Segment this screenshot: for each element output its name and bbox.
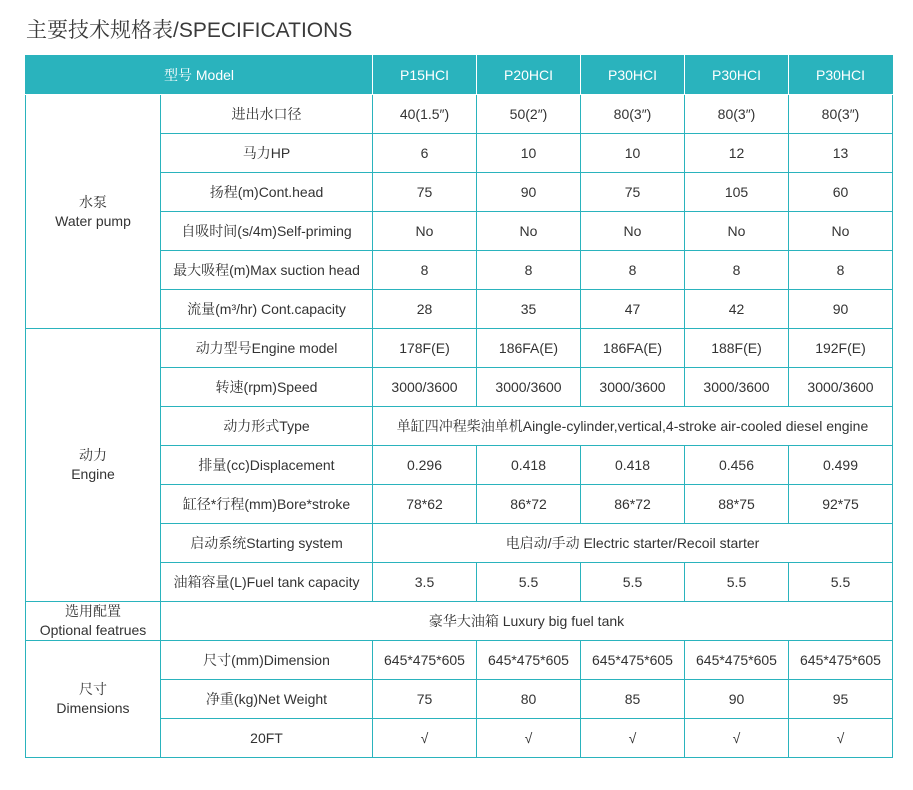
cell: 645*475*605 [789, 641, 893, 680]
cell: 80(3″) [789, 95, 893, 134]
cell: 178F(E) [373, 329, 477, 368]
row-label: 动力形式Type [161, 407, 373, 446]
cell: 35 [477, 290, 581, 329]
table-row [26, 641, 893, 680]
row-label: 尺寸(mm)Dimension [161, 641, 373, 680]
cell: 0.456 [685, 446, 789, 485]
check-mark: √ [789, 719, 893, 758]
page-title: 主要技术规格表/SPECIFICATIONS [26, 19, 353, 42]
cell: 645*475*605 [477, 641, 581, 680]
cell: 8 [581, 251, 685, 290]
row-label: 自吸时间(s/4m)Self-priming [161, 212, 373, 251]
cell: 86*72 [581, 485, 685, 524]
cell: 42 [685, 290, 789, 329]
header-row [26, 56, 893, 95]
cell: 0.499 [789, 446, 893, 485]
cell: 90 [789, 290, 893, 329]
table-row [26, 602, 893, 641]
row-label: 动力型号Engine model [161, 329, 373, 368]
merged-cell: 单缸四冲程柴油单机Aingle-cylinder,vertical,4-stroke air-cooled diesel engine [373, 407, 893, 446]
row-label: 排量(cc)Displacement [161, 446, 373, 485]
row-label: 转速(rpm)Speed [161, 368, 373, 407]
cell: 3000/3600 [685, 368, 789, 407]
check-mark: √ [373, 719, 477, 758]
cell: 3000/3600 [477, 368, 581, 407]
cell: 105 [685, 173, 789, 212]
group-water-pump: 水泵 Water pump [26, 95, 161, 329]
cell: 8 [373, 251, 477, 290]
check-mark: √ [477, 719, 581, 758]
cell: 92*75 [789, 485, 893, 524]
cell: 192F(E) [789, 329, 893, 368]
cell: 645*475*605 [685, 641, 789, 680]
cell: 75 [373, 680, 477, 719]
cell: 12 [685, 134, 789, 173]
model-col-1: P15HCI [373, 56, 477, 95]
cell: 86*72 [477, 485, 581, 524]
row-label: 马力HP [161, 134, 373, 173]
model-header: 型号 Model [26, 56, 373, 95]
cell: 28 [373, 290, 477, 329]
check-mark: √ [581, 719, 685, 758]
merged-cell: 豪华大油箱 Luxury big fuel tank [161, 602, 893, 641]
specifications-table [25, 55, 893, 758]
cell: 90 [685, 680, 789, 719]
cell: No [373, 212, 477, 251]
cell: 75 [373, 173, 477, 212]
row-label: 进出水口径 [161, 95, 373, 134]
group-dimensions: 尺寸 Dimensions [26, 641, 161, 758]
row-label: 油箱容量(L)Fuel tank capacity [161, 563, 373, 602]
cell: 645*475*605 [581, 641, 685, 680]
cell: 10 [581, 134, 685, 173]
cell: 6 [373, 134, 477, 173]
table-row [26, 329, 893, 368]
cell: No [789, 212, 893, 251]
cell: 8 [789, 251, 893, 290]
cell: 60 [789, 173, 893, 212]
cell: 40(1.5″) [373, 95, 477, 134]
cell: No [477, 212, 581, 251]
cell: 3.5 [373, 563, 477, 602]
cell: 8 [477, 251, 581, 290]
cell: 78*62 [373, 485, 477, 524]
cell: 186FA(E) [581, 329, 685, 368]
row-label: 净重(kg)Net Weight [161, 680, 373, 719]
model-col-3: P30HCI [581, 56, 685, 95]
cell: 10 [477, 134, 581, 173]
row-label: 缸径*行程(mm)Bore*stroke [161, 485, 373, 524]
cell: 13 [789, 134, 893, 173]
cell: 8 [685, 251, 789, 290]
cell: 95 [789, 680, 893, 719]
cell: 0.296 [373, 446, 477, 485]
cell: 188F(E) [685, 329, 789, 368]
model-col-5: P30HCI [789, 56, 893, 95]
table-row [26, 95, 893, 134]
cell: No [685, 212, 789, 251]
cell: 80(3″) [581, 95, 685, 134]
cell: 80(3″) [685, 95, 789, 134]
cell: 80 [477, 680, 581, 719]
model-col-2: P20HCI [477, 56, 581, 95]
cell: 645*475*605 [373, 641, 477, 680]
cell: 47 [581, 290, 685, 329]
cell: 186FA(E) [477, 329, 581, 368]
model-col-4: P30HCI [685, 56, 789, 95]
cell: 50(2″) [477, 95, 581, 134]
row-label: 启动系统Starting system [161, 524, 373, 563]
row-label: 最大吸程(m)Max suction head [161, 251, 373, 290]
cell: 0.418 [581, 446, 685, 485]
group-optional: 选用配置 Optional featrues [26, 602, 161, 641]
cell: 3000/3600 [789, 368, 893, 407]
row-label: 扬程(m)Cont.head [161, 173, 373, 212]
cell: 90 [477, 173, 581, 212]
cell: 5.5 [581, 563, 685, 602]
cell: 3000/3600 [373, 368, 477, 407]
cell: 5.5 [477, 563, 581, 602]
cell: 3000/3600 [581, 368, 685, 407]
row-label: 流量(m³/hr) Cont.capacity [161, 290, 373, 329]
check-mark: √ [685, 719, 789, 758]
cell: No [581, 212, 685, 251]
row-label: 20FT [161, 719, 373, 758]
cell: 85 [581, 680, 685, 719]
cell: 0.418 [477, 446, 581, 485]
cell: 5.5 [789, 563, 893, 602]
group-engine: 动力 Engine [26, 329, 161, 602]
cell: 75 [581, 173, 685, 212]
merged-cell: 电启动/手动 Electric starter/Recoil starter [373, 524, 893, 563]
cell: 5.5 [685, 563, 789, 602]
cell: 88*75 [685, 485, 789, 524]
